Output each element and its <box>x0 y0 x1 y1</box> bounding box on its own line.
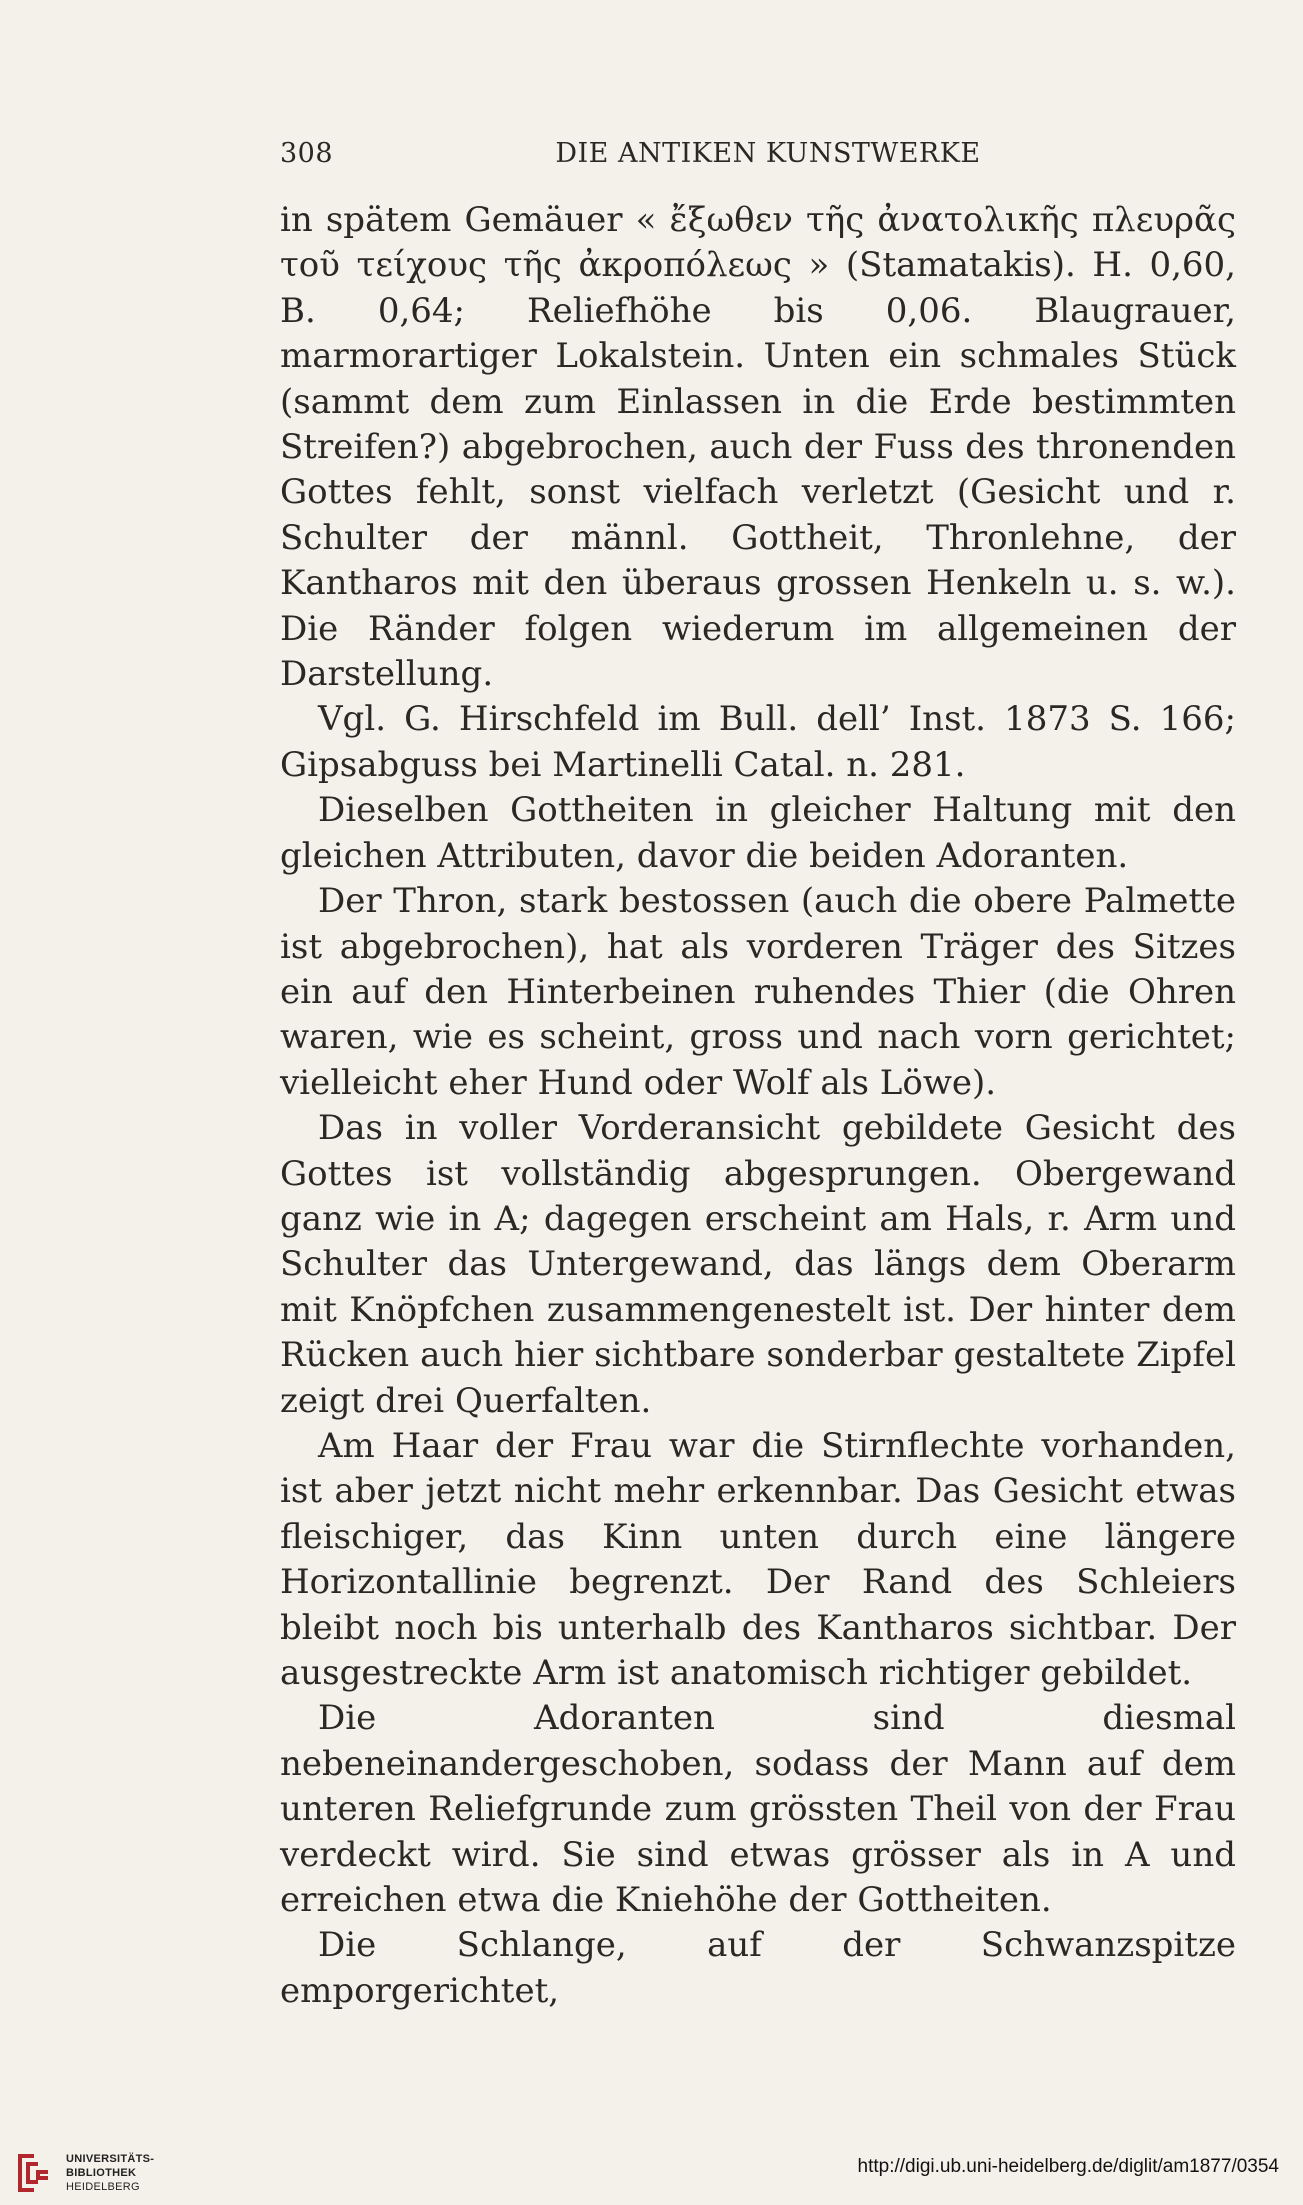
logo-line-1: UNIVERSITÄTS- <box>66 2153 155 2165</box>
logo-line-3: HEIDELBERG <box>66 2181 140 2193</box>
running-title: DIE ANTIKEN KUNSTWERKE <box>555 138 981 169</box>
paragraph-6: Am Haar der Frau war die Stirnflechte vorhanden, ist aber jetzt nicht mehr erkennbar. Das Gesicht etwas fleischiger, das Kinn unten durch eine längere Horizontallinie begrenzt. Der Rand des Schleiers bleibt noch bis unterhalb des Kantharos sichtbar. Der ausgestreckte Arm ist anatomisch richtiger gebildet. <box>280 1425 1236 1693</box>
page-number: 308 <box>280 138 334 169</box>
library-logo-icon <box>14 2150 54 2196</box>
logo-line-2: BIBLIOTHEK <box>66 2167 137 2179</box>
paragraph-5: Das in voller Vorderansicht gebildete Gesicht des Gottes ist vollständig abgesprungen. Obergewand ganz wie in A; dagegen erscheint am Hals, r. Arm und Schulter das Untergewand, das längs dem Oberarm mit Knöpfchen zusammengenestelt ist. Der hinter dem Rücken auch hier sichtbare sonderbar gestaltete Zipfel zeigt drei Querfalten. <box>280 1108 1236 1421</box>
source-url[interactable]: http://digi.ub.uni-heidelberg.de/diglit/am1877/0354 <box>857 2156 1279 2177</box>
library-logo-text <box>66 2152 154 2194</box>
paragraph-2: Vgl. G. Hirschfeld im Bull. dell’ Inst. 1873 S. 166; Gipsabguss bei Martinelli Catal. n. 281. <box>280 699 1236 785</box>
paragraph-3: Dieselben Gottheiten in gleicher Haltung mit den gleichen Attributen, davor die beiden Adoranten. <box>280 790 1236 876</box>
page-header <box>280 138 1256 178</box>
paragraph-7: Die Adoranten sind diesmal nebeneinandergeschoben, sodass der Mann auf dem unteren Reliefgrunde zum grössten Theil von der Frau verdeckt wird. Sie sind etwas grösser als in A und erreichen etwa die Kniehöhe der Gottheiten. <box>280 1698 1236 1921</box>
paragraph-1: in spätem Gemäuer « ἔξωθεν τῆς ἀνατολικῆς πλευρᾶς τοῦ τείχους τῆς ἀκροπόλεως » (Stamatakis). H. 0,60, B. 0,64; Reliefhöhe bis 0,06. Blaugrauer, marmorartiger Lokalstein. Unten ein schmales Stück (sammt dem zum Einlassen in die Erde bestimmten Streifen?) abgebrochen, auch der Fuss des thronenden Gottes fehlt, sonst vielfach verletzt (Gesicht und r. Schulter der männl. Gottheit, Thronlehne, der Kantharos mit den überaus grossen Henkeln u. s. w.). Die Ränder folgen wiederum im allgemeinen der Darstellung. <box>280 200 1236 695</box>
library-logo[interactable] <box>14 2150 214 2205</box>
paragraph-4: Der Thron, stark bestossen (auch die obere Palmette ist abgebrochen), hat als vorderen Träger des Sitzes ein auf den Hinterbeinen ruhendes Thier (die Ohren waren, wie es scheint, gross und nach vorn gerichtet; vielleicht eher Hund oder Wolf als Löwe). <box>280 881 1236 1103</box>
body-text <box>280 198 1236 2014</box>
paragraph-8: Die Schlange, auf der Schwanzspitze emporgerichtet, <box>280 1925 1236 2011</box>
